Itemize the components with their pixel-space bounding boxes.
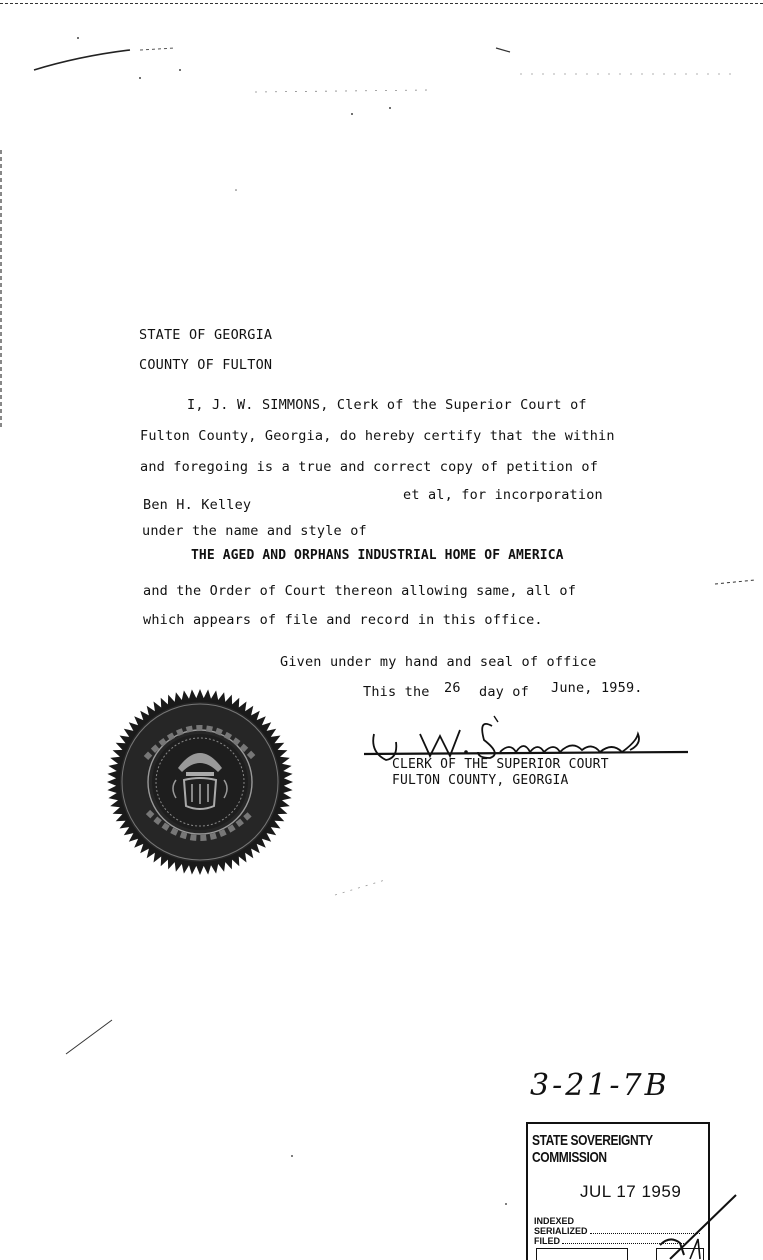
day-number: 26	[444, 680, 461, 696]
body-line-5: under the name and style of	[142, 523, 367, 539]
organization-name: THE AGED AND ORPHANS INDUSTRIAL HOME OF AMERICA	[191, 548, 564, 563]
this-the-label: This the	[363, 684, 430, 700]
court-seal-icon	[106, 688, 294, 876]
stamp-row-indexed: INDEXED	[534, 1216, 575, 1226]
body-line-6: and the Order of Court thereon allowing same, all of	[143, 583, 577, 599]
stamp-row-serialized: SERIALIZED	[534, 1226, 700, 1236]
body-line-3: and foregoing is a true and correct copy of petition of	[140, 459, 599, 475]
handwritten-file-number: 3-21-7B	[530, 1068, 670, 1103]
body-line-2: Fulton County, Georgia, do hereby certify that the within	[140, 428, 615, 444]
stamp-row-filed: FILED	[534, 1236, 686, 1246]
stamp-box-left	[536, 1248, 628, 1260]
body-line-7: which appears of file and record in this office.	[143, 612, 543, 628]
month-year: June, 1959.	[551, 680, 643, 696]
day-of-label: day of	[479, 684, 529, 700]
clerk-title-line-1: CLERK OF THE SUPERIOR COURT	[392, 757, 609, 772]
stamp-date: JUL 17 1959	[580, 1182, 682, 1201]
given-line: Given under my hand and seal of office	[280, 654, 597, 670]
state-heading: STATE OF GEORGIA	[139, 327, 273, 343]
petitioner-name: Ben H. Kelley	[143, 497, 252, 513]
body-line-4-rest: et al, for incorporation	[403, 487, 603, 503]
stamp-title: STATE SOVEREIGNTY COMMISSION	[532, 1132, 653, 1166]
stamp-check-mark	[640, 1185, 750, 1260]
body-line-1: I, J. W. SIMMONS, Clerk of the Superior Court of	[187, 397, 587, 413]
clerk-title-line-2: FULTON COUNTY, GEORGIA	[392, 773, 569, 788]
county-heading: COUNTY OF FULTON	[139, 357, 273, 373]
